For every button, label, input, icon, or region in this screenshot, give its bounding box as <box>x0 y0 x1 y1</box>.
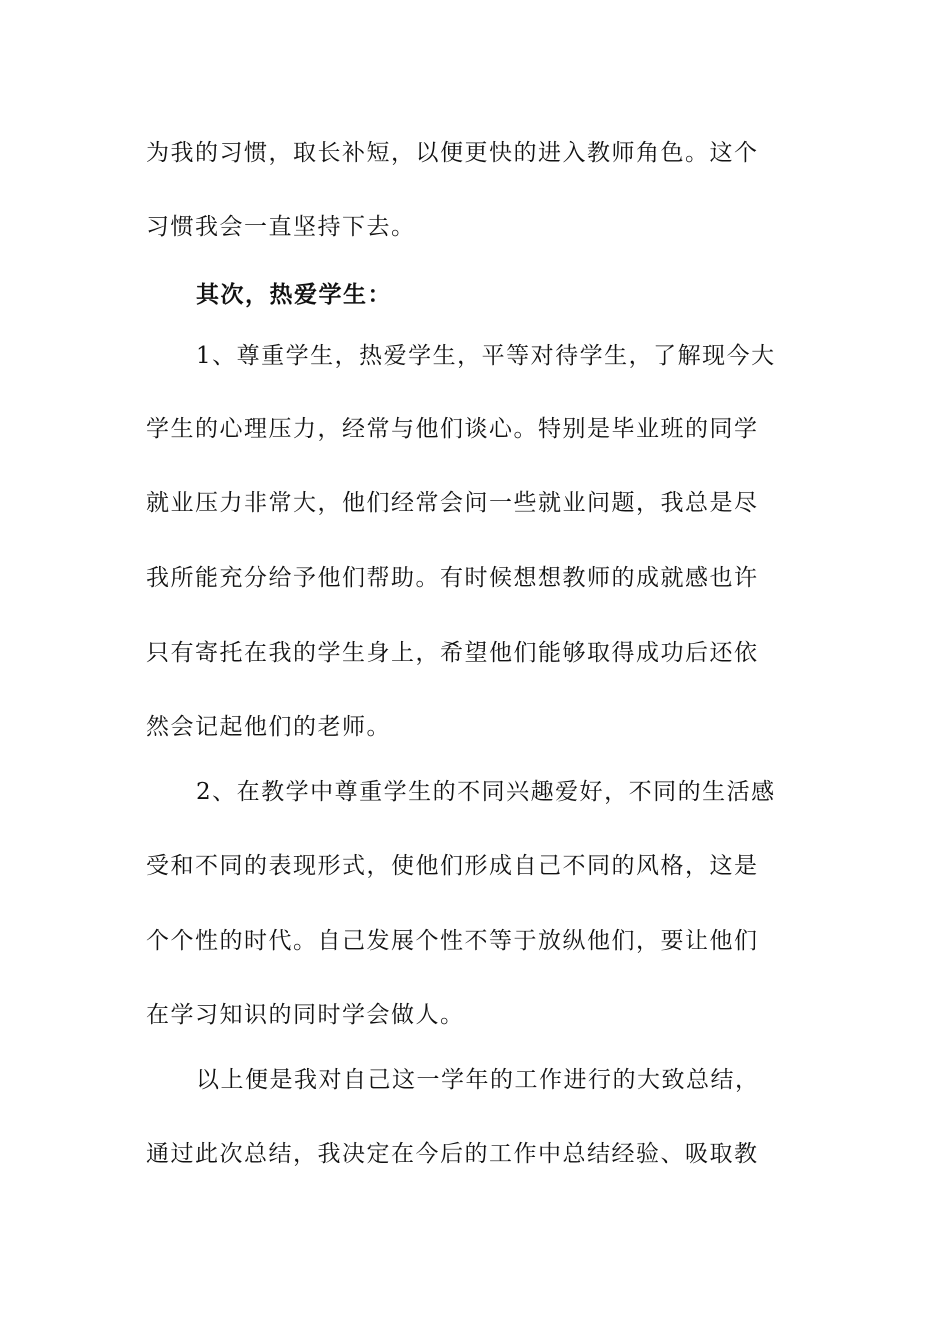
text-line-14: 以上便是我对自己这一学年的工作进行的大致总结， <box>196 1067 760 1093</box>
text-line-5: 学生的心理压力，经常与他们谈心。特别是毕业班的同学 <box>146 416 759 442</box>
text-line-15: 通过此次总结，我决定在今后的工作中总结经验、吸取教 <box>146 1141 759 1167</box>
text-line-1: 为我的习惯，取长补短，以便更快的进入教师角色。这个 <box>146 140 759 166</box>
text-line-4: 1、尊重学生，热爱学生，平等对待学生，了解现今大 <box>196 343 776 369</box>
text-line-8: 只有寄托在我的学生身上，希望他们能够取得成功后还依 <box>146 640 759 666</box>
text-line-11: 受和不同的表现形式，使他们形成自己不同的风格，这是 <box>146 853 759 879</box>
text-line-10: 2、在教学中尊重学生的不同兴趣爱好，不同的生活感 <box>196 779 776 805</box>
text-line-2: 习惯我会一直坚持下去。 <box>146 214 416 240</box>
text-line-6: 就业压力非常大，他们经常会问一些就业问题，我总是尽 <box>146 490 759 516</box>
text-line-9: 然会记起他们的老师。 <box>146 714 391 740</box>
text-line-12: 个个性的时代。自己发展个性不等于放纵他们，要让他们 <box>146 928 759 954</box>
text-line-7: 我所能充分给予他们帮助。有时候想想教师的成就感也许 <box>146 565 759 591</box>
text-line-13: 在学习知识的同时学会做人。 <box>146 1002 465 1028</box>
section-heading: 其次，热爱学生： <box>196 282 392 308</box>
